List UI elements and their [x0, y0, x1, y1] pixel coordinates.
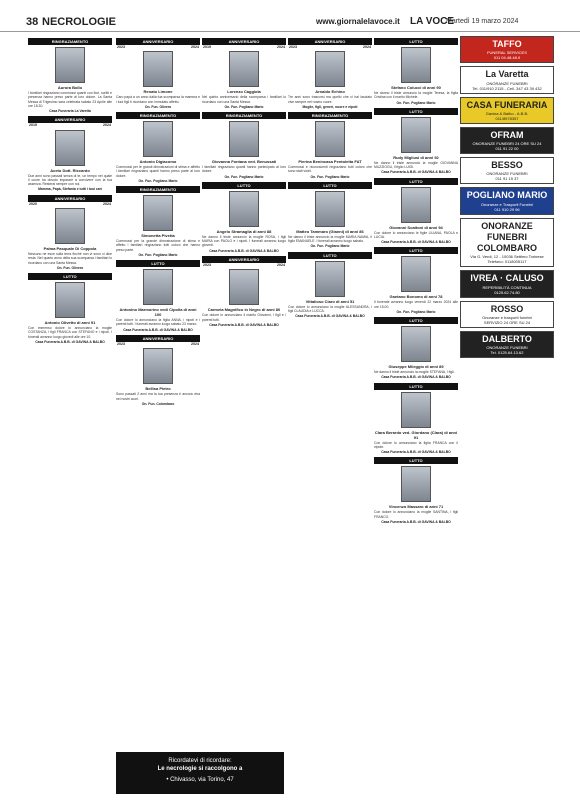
obituary-block: [374, 108, 458, 175]
obituary-type-bar: ANNIVERSARIO: [116, 38, 200, 45]
issue-date: Martedì 19 marzo 2024: [446, 18, 519, 25]
obituary-block: [116, 335, 200, 406]
obituary-signature: Casa Funeraria A.B.B. di GAVINA & BALBO: [209, 322, 279, 327]
obituary-dates: [116, 342, 200, 346]
obituary-text: Nessuno ne esce sulla terra finché non vi sono ci dice resta. Nel quarto anno della sua scomparsa i familiari lo ricordano con una Santa Messa.: [28, 252, 112, 265]
colombaro-ad[interactable]: [460, 218, 554, 268]
ad-phone: Tel. 0125.64.13.62: [490, 350, 524, 355]
column-5: [374, 36, 458, 796]
obituary-text: Con dolore lo annunciano la figlia ANNA, i nipoti e i parenti tutti. I funerali avranno luogo sabato 23 marzo.: [116, 318, 200, 327]
obituary-dates: [116, 45, 200, 49]
column-3: [202, 36, 286, 796]
ad-subtitle: REPERIBILITÀ CONTINUA: [482, 284, 532, 290]
obituary-block: [374, 38, 458, 105]
date-from: 2023: [289, 45, 297, 49]
obituary-signature: On. Fun. Pogliano Mario: [396, 100, 436, 105]
obituary-signature: On. Fun. Pogliano Mario: [310, 174, 350, 179]
deceased-name: Rudy Migliusi di anni 92: [393, 154, 439, 160]
caluso-ad[interactable]: [460, 270, 554, 297]
date-to: 2024: [277, 262, 285, 267]
deceased-name: Angelo Stramaglia di anni 88: [216, 228, 272, 234]
obituary-type-bar: LUTTO: [202, 182, 286, 189]
column-2: [116, 36, 200, 796]
besso-ad[interactable]: [460, 157, 554, 184]
column-ads: [460, 36, 554, 796]
obituary-signature: Casa Funeraria A.B.B. di GAVINA & BALBO: [381, 170, 451, 175]
obituary-block: [28, 38, 112, 113]
ad-subtitle: Via G. Verdi, 12 - 10036 Settimo Torinese: [470, 254, 544, 260]
date-to: 2024: [191, 45, 199, 49]
obituary-text: Ne danno il triste annuncio la moglie GIOVANNA MUZZIOGU, il figlio LUIGI.: [374, 160, 458, 169]
ad-title: POGLIANO MARIO: [466, 190, 548, 201]
obituary-type-bar: LUTTO: [374, 38, 458, 45]
ad-phone: 011 910 29 96: [494, 206, 520, 212]
obituary-type-bar: RINGRAZIAMENTO: [28, 38, 112, 45]
obituary-signature: Casa Funeraria A.B.B. di GAVINA & BALBO: [209, 248, 279, 253]
obituary-signature: Casa Funeraria A.B.B. di GAVINA & BALBO: [295, 314, 365, 319]
column-4: [288, 36, 372, 796]
obituary-block: [116, 38, 200, 109]
date-from: 2020: [29, 201, 37, 206]
portrait-photo: [315, 51, 345, 87]
ad-title: BESSO: [491, 160, 523, 170]
ad-title: OFRAM: [490, 129, 524, 140]
deceased-name: Aurora Bollo: [57, 85, 83, 90]
page-number: 38: [26, 16, 39, 28]
obituary-text: I familiari ringraziano commossi quanti con fiori, scritti e presenza hanno preso parte al loro dolore. La Santa Messa di Trigesimo sarà celebrata sabato 23 Aprile alle ore 18.30.: [28, 91, 112, 108]
paper-name: LA VOCE: [410, 16, 455, 27]
deceased-name: Clara Berardo ved. Giordano (Clara) di anni 91: [374, 429, 458, 440]
obituary-dates: [202, 263, 286, 267]
obituary-dates: [202, 45, 286, 49]
date-to: 2024: [103, 201, 111, 206]
obituary-type-bar: ANNIVERSARIO: [202, 256, 286, 263]
obituary-type-bar: LUTTO: [116, 260, 200, 267]
date-to: 2024: [191, 341, 199, 346]
obituary-type-bar: ANNIVERSARIO: [28, 195, 112, 202]
deceased-name: Simonetta Pivetta: [141, 233, 175, 239]
obituary-type-bar: LUTTO: [374, 317, 458, 324]
date-to: 2024: [363, 45, 371, 49]
obituary-text: Sono passati 2 anni ma la tua presenza è ancora viva nei nostri cuori.: [116, 392, 200, 401]
obituary-signature: On. Fun. Colombaro: [141, 401, 175, 406]
deceased-name: Matteo Tammaro (Gianni) di anni 86: [296, 228, 364, 234]
obituary-type-bar: LUTTO: [374, 383, 458, 390]
obituary-block: [28, 116, 112, 191]
ad-phone: 011 91 22 00: [495, 146, 519, 151]
obituary-signature: Casa Funeraria A.B.B. di GAVINA & BALBO: [381, 519, 451, 524]
obituary-type-bar: RINGRAZIAMENTO: [288, 112, 372, 119]
ad-phone: 011 91 15 37: [495, 176, 519, 182]
obituary-text: Due anni sono passati senza di te, un tempo nel quale il cuore ha dovuto imparare a convivere con la tua assenza. Resterai sempre con noi.: [28, 173, 112, 187]
obituary-signature: On. Fun. Pogliano Mario: [138, 252, 178, 257]
ad-title: DALBERTO: [482, 333, 532, 344]
deceased-name: Bellisa Pietro: [145, 386, 171, 392]
obituary-text: Ne danno il triste annuncio la moglie MARIA NAMIA, il figlio EMANUELE. I funerali avranno luogo sabato.: [288, 234, 372, 244]
portrait-photo: [229, 51, 259, 87]
obituary-type-bar: RINGRAZIAMENTO: [202, 112, 286, 119]
notice-line-3: • Chivasso, via Torino, 47: [166, 777, 234, 783]
obituary-block: [116, 186, 200, 257]
date-from: 2019: [203, 45, 211, 49]
column-1: [28, 36, 112, 796]
obituary-text: Con dolore lo annunciano le figlie LILIANA, PAOLA e LUCIA.: [374, 230, 458, 239]
obituary-type-bar: LUTTO: [374, 178, 458, 185]
portrait-photo: [55, 130, 85, 166]
ad-title: CASA FUNERARIA: [466, 99, 548, 110]
portrait-photo: [55, 208, 85, 244]
obituary-signature: Mamma, Papà, Stefania e tutti i tuoi cari: [38, 187, 102, 192]
ad-phone: 011 04.48.48.9: [493, 55, 521, 61]
obituary-type-bar: LUTTO: [288, 252, 372, 259]
obituary-block: [374, 317, 458, 380]
portrait-photo: [315, 261, 345, 297]
ad-title: TAFFO: [492, 39, 522, 49]
portrait-photo: [143, 269, 173, 305]
obituary-dates: [28, 202, 112, 206]
obituary-block: [202, 182, 286, 253]
obituary-text: Con dolore lo annunciano la moglie SANTINA, i figli FRANCO.: [374, 510, 458, 519]
obituary-signature: Casa Funeraria La Varetta: [49, 109, 91, 113]
portrait-photo: [143, 51, 173, 87]
obituary-block: [202, 38, 286, 109]
obituary-block: [202, 256, 286, 327]
portrait-photo: [401, 466, 431, 502]
deceased-name: Giovanni Scattoni di anni 94: [389, 224, 443, 230]
deceased-name: Renato Limone: [143, 89, 173, 95]
obituary-type-bar: RINGRAZIAMENTO: [116, 186, 200, 193]
ad-phone: 011/8978357: [495, 115, 519, 121]
portrait-photo: [55, 47, 85, 83]
ad-phone: 0125.62.74.80: [494, 289, 520, 295]
obituary-text: Commossi per le grandi dimostrazioni di stima e affetto i familiari ringraziano quanti hanno preso parte al loro dolore.: [116, 165, 200, 178]
portrait-photo: [229, 121, 259, 157]
obituary-text: Commossi e riconoscenti ringraziano tutti coloro che sono stati vicini.: [288, 165, 372, 174]
ad-phone: Telefono: 0118005117: [487, 259, 527, 265]
obituary-text: Il funerale avranno luogo venerdì 22 marzo 2024 alle ore 15.00.: [374, 300, 458, 309]
obituary-signature: On. Fun. Olivero: [56, 265, 84, 270]
obituary-type-bar: RINGRAZIAMENTO: [116, 112, 200, 119]
notice-line-1: Ricordatevi di ricordare:: [168, 758, 232, 764]
obituary-block: [374, 178, 458, 245]
notice-box: [116, 752, 284, 794]
ad-subtitle: ONORANZE FUNEBRI 24 ORE SU 24: [472, 141, 542, 146]
portrait-photo: [143, 348, 173, 384]
obituary-text: Con dolore lo annunciano la moglie ALESSANDRA, i figli CLAUDIA e LUCCA.: [288, 304, 372, 313]
date-from: 2023: [117, 45, 125, 49]
obituary-signature: On. Fun. Olivero: [144, 104, 172, 109]
obituary-type-bar: ANNIVERSARIO: [202, 38, 286, 45]
ofram-ad[interactable]: [460, 127, 554, 154]
date-from: 2023: [117, 341, 125, 346]
portrait-photo: [315, 191, 345, 227]
obituary-block: [116, 260, 200, 332]
obituary-type-bar: LUTTO: [374, 247, 458, 254]
obituary-signature: On. Fun. Pogliano Mario: [396, 309, 436, 314]
ad-title: La Varetta: [485, 69, 529, 80]
deceased-name: Aceto Dott. Riccardo: [50, 167, 90, 173]
portrait-photo: [143, 121, 173, 157]
obituary-signature: Casa Funeraria A.B.B. di GAVINA & BALBO: [35, 339, 105, 344]
obituary-block: [374, 457, 458, 524]
portrait-photo: [401, 47, 431, 83]
obituary-dates: [288, 45, 372, 49]
deceased-name: Antonio Olivetto di anni 91: [44, 320, 96, 326]
varetta-ad[interactable]: [460, 66, 554, 93]
obituary-text: Con dolore lo annunciano il marito Giovanni, i figli e i parenti tutti.: [202, 313, 286, 322]
obituary-type-bar: LUTTO: [374, 457, 458, 464]
obituary-text: Ne danno il triste annuncio la moglie STEFANA, i figli.: [374, 370, 455, 374]
obituary-block: [288, 112, 372, 179]
deceased-name: Lorenzo Caggiola: [227, 89, 261, 95]
portrait-photo: [401, 326, 431, 362]
date-to: 2024: [103, 123, 111, 128]
obituary-signature: Casa Funeraria A.B.B. di GAVINA & BALBO: [381, 450, 451, 454]
portrait-photo: [401, 117, 431, 153]
ad-subtitle: Onoranze e trasporti funebri: [482, 314, 532, 320]
dalberto-ad[interactable]: [460, 331, 554, 358]
obituary-signature: On. Fun. Pogliano Mario: [224, 174, 264, 179]
obituary-type-bar: LUTTO: [374, 108, 458, 115]
ad-subtitle: ONORANZE FUNEBRI: [486, 80, 528, 86]
obituary-text: Tre anni sono trascorsi ma quello che ci hai lasciato vive sempre nel nostro cuore.: [288, 95, 372, 104]
obituary-block: [28, 273, 112, 344]
notice-line-2: Le necrologie si raccolgono a: [157, 765, 243, 772]
date-from: 2019: [29, 123, 37, 128]
obituary-type-bar: ANNIVERSARIO: [28, 116, 112, 123]
ad-phone: Tel. 011/910 2115 - Cell. 347 43 39 432: [472, 85, 542, 91]
obituary-signature: Casa Funeraria A.B.B. di GAVINA & BALBO: [381, 375, 451, 380]
obituary-block: [116, 112, 200, 183]
deceased-name: Arnaldo Echino: [315, 89, 345, 95]
date-from: 2023: [203, 262, 211, 267]
deceased-name: Carmela Magnifico in Negro di anni 80: [207, 307, 281, 313]
ad-subtitle: ONORANZE FUNEBRI: [486, 345, 528, 350]
obituary-text: Con dolore lo annunciano la figlia FRANCA con il nipote.: [374, 440, 458, 449]
obituary-text: Ne danno il triste annuncio la moglie Teresa, la figlia Cristina con il marito Michele.: [374, 91, 458, 100]
obituary-signature: Casa Funeraria A.B.B. di GAVINA & BALBO: [123, 327, 193, 332]
obituary-signature: On. Fun. Pogliano Mario: [138, 178, 178, 183]
obituary-signature: On. Fun. Pogliano Mario: [310, 244, 350, 249]
deceased-name: Palma Pasquale Di Coppola: [43, 246, 97, 252]
obituary-type-bar: LUTTO: [28, 273, 112, 280]
obituary-block: [288, 38, 372, 109]
obituary-block: [288, 182, 372, 249]
obituary-type-bar: LUTTO: [288, 182, 372, 189]
deceased-name: Antonio Digiacomo: [139, 159, 177, 165]
section-title: NECROLOGIE: [42, 16, 116, 28]
portrait-photo: [229, 191, 259, 227]
obituary-text: Caro papà a un anno dalla tua scomparsa la mamma e i tuoi figli ti ricordano con immutato affetto.: [116, 95, 200, 104]
ad-title: ONORANZE FUNEBRI COLOMBARO: [477, 220, 537, 253]
taffo-ad[interactable]: [460, 36, 554, 63]
portrait-photo: [315, 121, 345, 157]
obituary-block: [374, 383, 458, 455]
obituary-text: Commossi per la grande dimostrazione di stima e affetto i familiari ringraziano tutti coloro che hanno preso parte.: [116, 239, 200, 252]
page-header: [0, 0, 580, 32]
obituary-signature: On. Fun. Pogliano Mario: [224, 104, 264, 109]
portrait-photo: [143, 195, 173, 231]
ad-subtitle: Gavina & Balbo - A.B.B.: [485, 110, 529, 116]
obituary-signature: Casa Funeraria A.B.B. di GAVINA & BALBO: [381, 240, 451, 244]
deceased-name: Gaetano Bonomo di anni 78: [389, 294, 443, 300]
portrait-photo: [401, 392, 431, 428]
date-to: 2024: [277, 45, 285, 49]
ad-subtitle: ONORANZE FUNEBRI: [486, 171, 528, 177]
deceased-name: Vittalioso Ciaro di anni 51: [305, 298, 355, 304]
obituary-type-bar: ANNIVERSARIO: [116, 335, 200, 342]
portrait-photo: [401, 256, 431, 292]
obituary-text: Nel quinto anniversario della scomparsa i familiari lo ricordano con una Santa Messa.: [202, 95, 286, 104]
obituary-block: [202, 112, 286, 179]
ad-phone: SERVIZIO 24 ORE SU 24: [483, 319, 531, 325]
deceased-name: Pierina Benincasa Pentoletta FAT: [298, 159, 362, 165]
deceased-name: Antonino Marmorino vedi Cipolla di anni 100: [119, 307, 197, 318]
ad-subtitle: Onoranze e Trasporti Funebri: [480, 201, 534, 207]
obituary-block: [374, 247, 458, 314]
deceased-name: Vincenzo Massaro di anni 71: [388, 504, 444, 510]
obituary-text: Con immenso dolore lo annunciano la moglie COSTANZA, i figli FRANCA con STEFANO e i nipoti. I funerali avranno luogo giovedì alle ore 10.: [28, 326, 112, 339]
rosso-ad[interactable]: [460, 301, 554, 328]
portrait-photo: [229, 269, 259, 305]
pogliano-ad[interactable]: [460, 187, 554, 214]
deceased-name: Giovanna Fontana ved. Benussati: [211, 159, 277, 165]
obituary-text: Ne danno il triste annuncio la moglie ROSA, i figli MARIA con PAOLO e i nipoti. I funerali avranno luogo giovedì.: [202, 234, 286, 248]
obituary-text: I familiari ringraziano quanti hanno partecipato al loro dolore.: [202, 165, 286, 174]
ad-title: IVREA · CALUSO: [470, 273, 544, 284]
obituary-block: [28, 195, 112, 270]
deceased-name: Stefano Colucci di anni 90: [391, 85, 441, 90]
deceased-name: Giuseppe Mileggio di anni 89: [388, 364, 444, 369]
obituary-block: [288, 252, 372, 319]
ad-title: ROSSO: [490, 303, 524, 314]
obituary-type-bar: ANNIVERSARIO: [288, 38, 372, 45]
obituary-dates: [28, 123, 112, 127]
gavina-balbo-ad[interactable]: [460, 97, 554, 124]
portrait-photo: [55, 282, 85, 318]
portrait-photo: [401, 187, 431, 223]
obituary-signature: Moglie, figli, generi, nuore e nipoti: [302, 104, 358, 109]
site-url[interactable]: www.giornalelavoce.it: [316, 17, 400, 26]
ad-subtitle: FUNERAL SERVICES: [487, 50, 527, 56]
